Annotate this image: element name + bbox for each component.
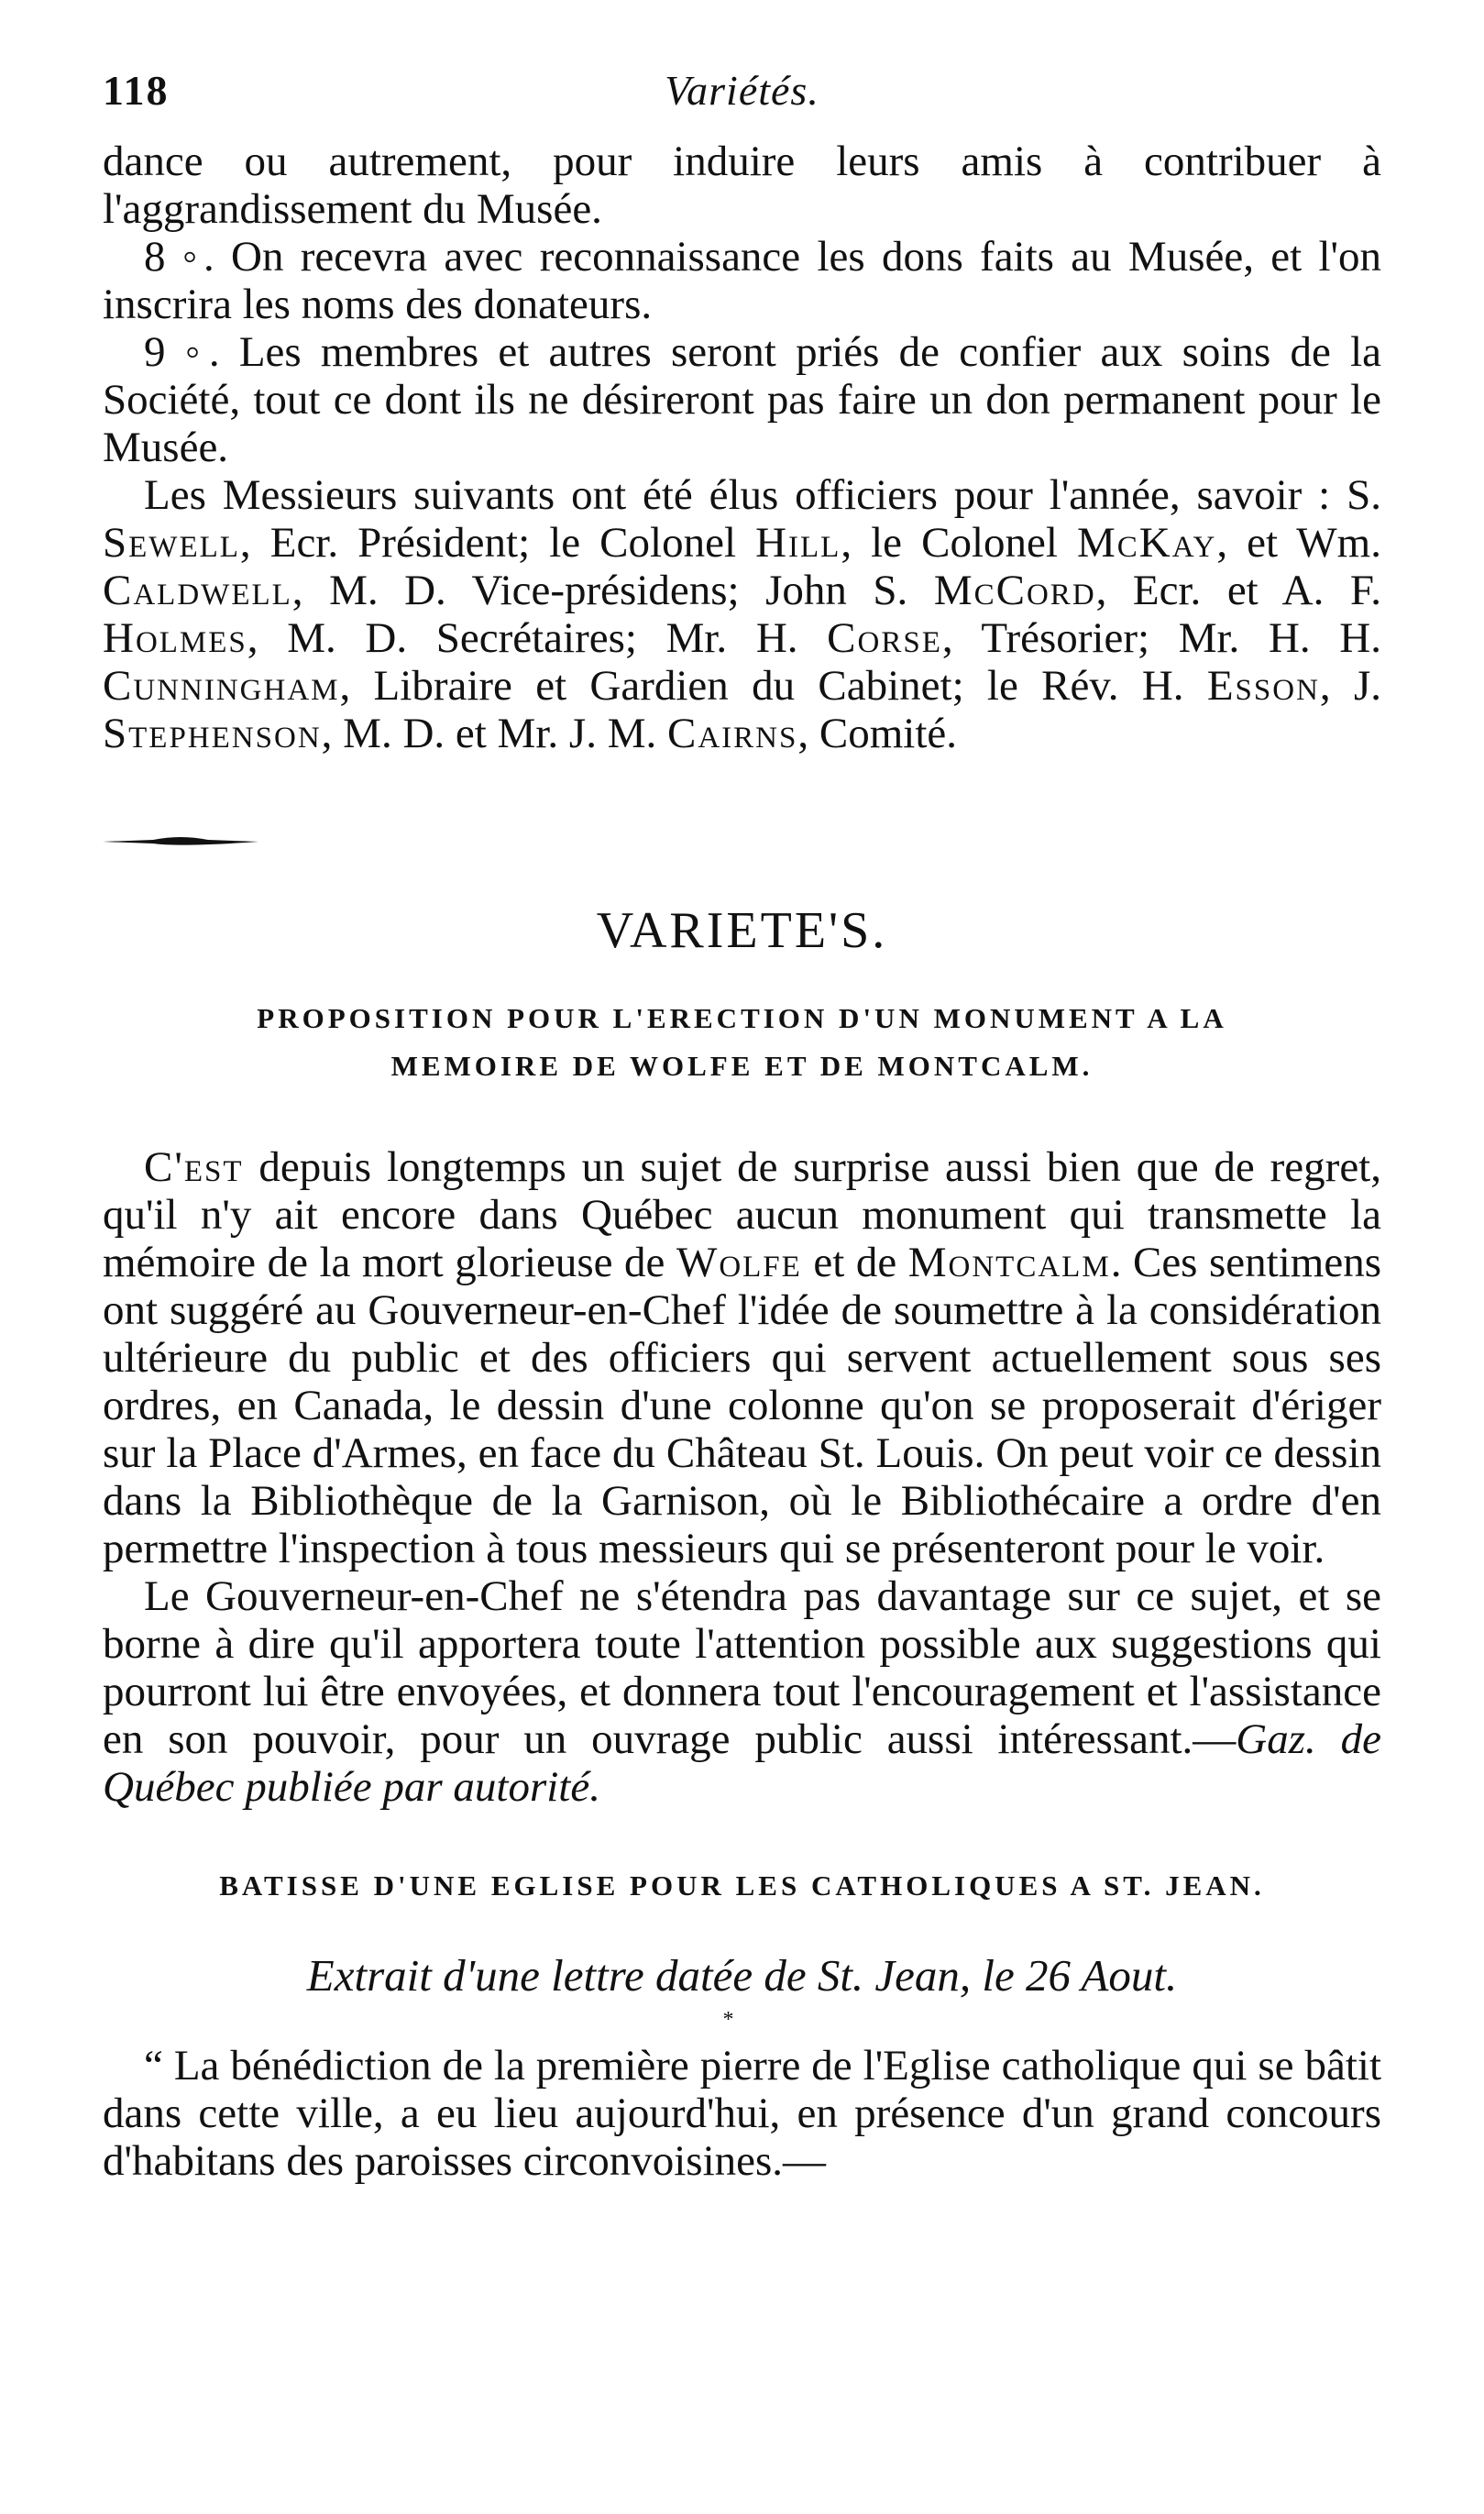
name-wolfe: Wolfe (676, 1239, 802, 1286)
article-text: et de (801, 1239, 908, 1286)
officers-text: , J. (1319, 662, 1382, 710)
officers-text: , le Colonel (841, 519, 1077, 567)
monument-paragraph-2 (103, 1572, 1381, 1811)
officers-text: , M. D. et Mr. J. M. (321, 710, 667, 757)
heading-line-1: PROPOSITION POUR L'ERECTION D'UN MONUMENT A LA (257, 1002, 1227, 1034)
name-cunningham: Cunningham (103, 662, 340, 710)
article-text: . Ces sentimens ont suggéré au Gouverneur-en-Chef l'idée de soumettre à la considération ultérieure du public et des officiers qui servent actuellement sous ses ordres, en Canada, le dessin d'une colonne qu'on se proposerait d'ériger sur la Place d'Armes, en face du Château St. Louis. On peut voir ce dessin dans la Bibliothèque de la Garnison, où le Bibliothécaire a ordre d'en permettre l'inspection à tous messieurs qui se présenteront pour le voir. (103, 1239, 1381, 1572)
officers-text: , Trésorier; Mr. H. H. (941, 614, 1381, 662)
article-text: Le Gouverneur-en-Chef ne s'étendra pas davantage sur ce sujet, et se borne à dire qu'il apportera toute l'attention possible aux suggestions qui pourront lui être envoyées, et donnera tout l'encouragement et l'assistance en son pouvoir, pour un ouvrage public aussi intéressant.— (103, 1572, 1381, 1763)
officers-text: , et Wm. (1216, 519, 1381, 567)
officers-text: , M. D. Vice-présidens; John S. (291, 567, 934, 614)
monument-proposal-heading (103, 995, 1381, 1090)
name-hill: Hill (755, 519, 841, 567)
source-citation: Gaz. de Québec publiée par autorité. (103, 1715, 1381, 1811)
officers-text: , Libraire et Gardien du Cabinet; le Rév. H. (339, 662, 1207, 710)
page-header (103, 55, 1381, 138)
section-title: VARIETE'S. (596, 902, 888, 959)
letter-intro: Extrait d'une lettre datée de St. Jean, le 26 Aout. (306, 1950, 1178, 2001)
lead-word: C'est (144, 1143, 244, 1191)
rule-9: 9 ◦. Les membres et autres seront priés de confier aux soins de la Société, tout ce dont ils ne désireront pas faire un don permanent pour le Musée. (103, 328, 1381, 471)
name-esson: Esson (1206, 662, 1320, 710)
article-text: depuis longtemps un sujet de surprise aussi bien que de regret, qu'il n'y ait encore dans Québec aucun monument qui transmette la mémoire de la mort glorieuse de (103, 1143, 1381, 1286)
name-corse: Corse (827, 614, 942, 662)
page (103, 55, 1381, 2185)
officers-paragraph (103, 471, 1381, 757)
officers-text: , M. D. Secrétaires; Mr. H. (247, 614, 828, 662)
paragraph-continuation: dance ou autrement, pour induire leurs amis à contribuer à l'aggrandissement du Musée. (103, 138, 1381, 233)
name-caldwell: Caldwell (103, 567, 292, 614)
page-number: 118 (103, 67, 170, 114)
officers-text: , Comité. (797, 710, 958, 757)
name-montcalm: Montcalm (907, 1239, 1111, 1286)
running-title: Variétés. (665, 67, 819, 114)
name-mckay: McKay (1076, 519, 1217, 567)
officers-text: , Ecr. et A. F. (1095, 567, 1381, 614)
rule-8: 8 ◦. On recevra avec reconnaissance les dons faits au Musée, et l'on inscrira les noms des donateurs. (103, 233, 1381, 328)
name-cairns: Cairns (667, 710, 798, 757)
monument-paragraph-1 (103, 1143, 1381, 1572)
officers-intro: Les Messieurs suivants ont été élus officiers pour l'année, savoir : S. (144, 471, 1381, 519)
section-divider-ornament (103, 831, 258, 853)
museum-rules-continuation (103, 138, 1381, 757)
church-heading: BATISSE D'UNE EGLISE POUR LES CATHOLIQUES A ST. JEAN. (219, 1869, 1265, 1902)
officers-text: , Ecr. Président; le Colonel (239, 519, 756, 567)
name-mccord: McCord (933, 567, 1096, 614)
heading-line-2: MEMOIRE DE WOLFE ET DE MONTCALM. (390, 1050, 1094, 1082)
name-stephenson: Stephenson (103, 710, 322, 757)
letter-paragraph: “ La bénédiction de la première pierre de l'Eglise catholique qui se bâtit dans cette ville, a eu lieu aujourd'hui, en présence d'un grand concours d'habitans des paroisses circonvoisines.— (103, 2042, 1381, 2185)
name-sewell: Sewell (103, 519, 240, 567)
printer-mark: * (722, 2008, 734, 2032)
name-holmes: Holmes (103, 614, 247, 662)
